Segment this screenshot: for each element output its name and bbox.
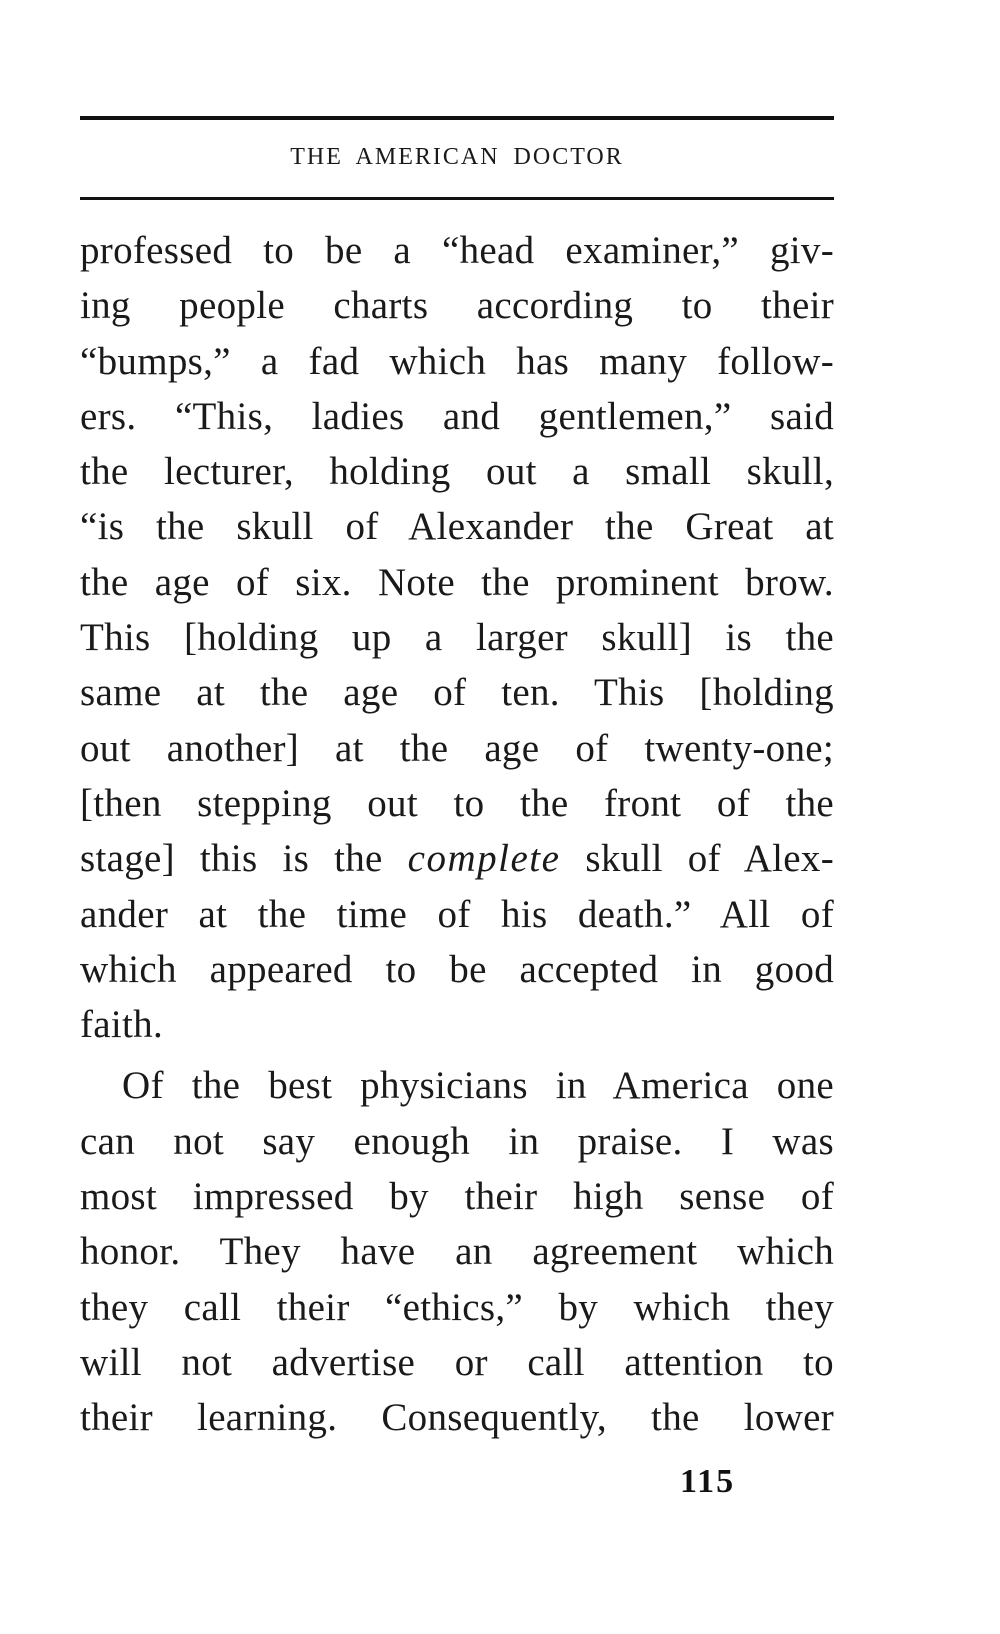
text-line bbox=[80, 831, 834, 886]
text-line: [then stepping out to the front of the bbox=[80, 781, 834, 825]
body-text bbox=[80, 223, 834, 1446]
page-number: 115 bbox=[680, 1463, 736, 1500]
italic-emphasis: complete bbox=[407, 837, 561, 881]
text-line: the age of six. Note the prominent brow. bbox=[80, 560, 834, 604]
header-rule-top bbox=[80, 116, 834, 120]
text-line: out another] at the age of twenty-one; bbox=[80, 726, 834, 770]
text-line: ers. “This, ladies and gentlemen,” said bbox=[80, 394, 834, 438]
paragraph-2 bbox=[80, 1058, 834, 1445]
text-line: their learning. Consequently, the lower bbox=[80, 1396, 834, 1440]
text-line: faith. bbox=[80, 1003, 164, 1047]
paragraph-1 bbox=[80, 223, 834, 1052]
text-line: Of the best physicians in America one bbox=[122, 1064, 834, 1108]
text-line: same at the age of ten. This [holding bbox=[80, 671, 834, 715]
text-line: ing people charts according to their bbox=[80, 284, 834, 328]
text-line: they call their “ethics,” by which they bbox=[80, 1285, 834, 1329]
text-segment: stage] this is the bbox=[80, 837, 408, 881]
running-head: THE AMERICAN DOCTOR bbox=[290, 144, 624, 170]
text-line: most impressed by their high sense of bbox=[80, 1175, 834, 1219]
text-line: ander at the time of his death.” All of bbox=[80, 892, 834, 936]
header-rule-bottom bbox=[80, 197, 834, 200]
text-line: can not say enough in praise. I was bbox=[80, 1119, 834, 1163]
text-line: professed to be a “head examiner,” giv- bbox=[80, 229, 834, 272]
text-line: the lecturer, holding out a small skull, bbox=[80, 450, 834, 494]
text-line: “bumps,” a fad which has many follow- bbox=[80, 339, 834, 383]
text-line: which appeared to be accepted in good bbox=[80, 947, 834, 991]
text-line: will not advertise or call attention to bbox=[80, 1340, 834, 1384]
text-line: This [holding up a larger skull] is the bbox=[80, 616, 834, 660]
text-segment: skull of Alex- bbox=[560, 837, 834, 881]
text-line: honor. They have an agreement which bbox=[80, 1230, 834, 1274]
text-line: “is the skull of Alexander the Great at bbox=[80, 505, 834, 549]
